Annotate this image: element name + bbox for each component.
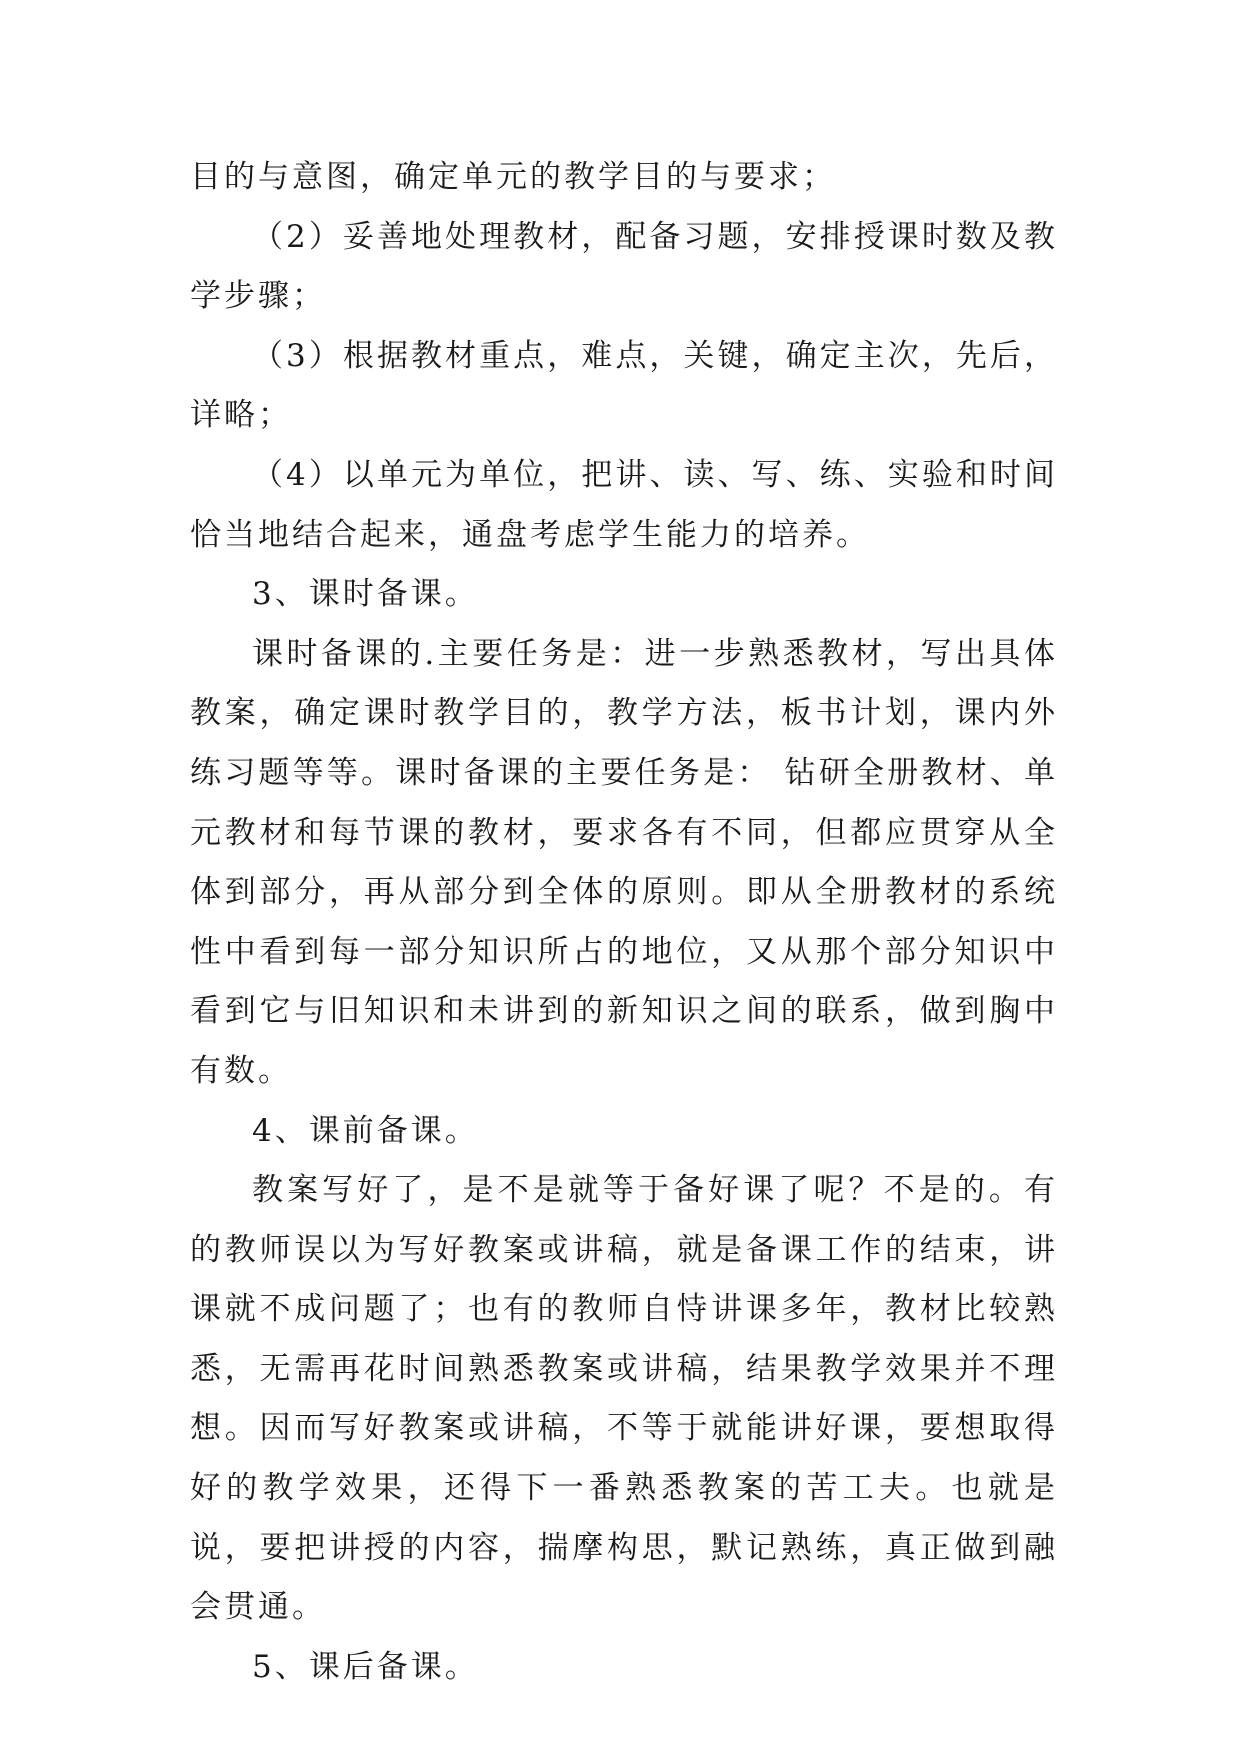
section-heading-pre-class-prep: 4、课前备课。 [252,1112,479,1149]
section-heading-post-class-prep: 5、课后备课。 [252,1648,479,1685]
paragraph-continuation: 目的与意图，确定单元的教学目的与要求； [190,159,836,195]
section-heading-lesson-prep: 3、课时备课。 [252,576,479,613]
paragraph-item-3: （3）根据教材重点，难点，关键，确定主次，先后，详略； [190,337,1058,434]
document-body [190,148,1058,1697]
paragraph-item-4: （4）以单元为单位，把讲、读、写、练、实验和时间恰当地结合起来，通盘考虑学生能力的培养。 [190,456,1058,553]
paragraph-lesson-prep: 课时备课的.主要任务是：进一步熟悉教材，写出具体教案，确定课时教学目的，教学方法，板书计划，课内外练习题等等。课时备课的主要任务是： 钻研全册教材、单元教材和每节课的教材，要求各有不同，但都应贯穿从全体到部分，再从部分到全体的原则。即从全册教材的系统性中看到每一部分知识所占的地位，又从那个部分知识中看到它与旧知识和未讲到的新知识之间的联系，做到胸中有数。 [190,635,1058,1089]
paragraph-pre-class-prep: 教案写好了，是不是就等于备好课了呢？不是的。有的教师误以为写好教案或讲稿，就是备课工作的结束，讲课就不成问题了；也有的教师自恃讲课多年，教材比较熟悉，无需再花时间熟悉教案或讲稿，结果教学效果并不理想。因而写好教案或讲稿，不等于就能讲好课，要想取得好的教学效果，还得下一番熟悉教案的苦工夫。也就是说，要把讲授的内容，揣摩构思，默记熟练，真正做到融会贯通。 [190,1172,1058,1626]
paragraph-item-2: （2）妥善地处理教材，配备习题，安排授课时数及教学步骤； [190,218,1058,315]
